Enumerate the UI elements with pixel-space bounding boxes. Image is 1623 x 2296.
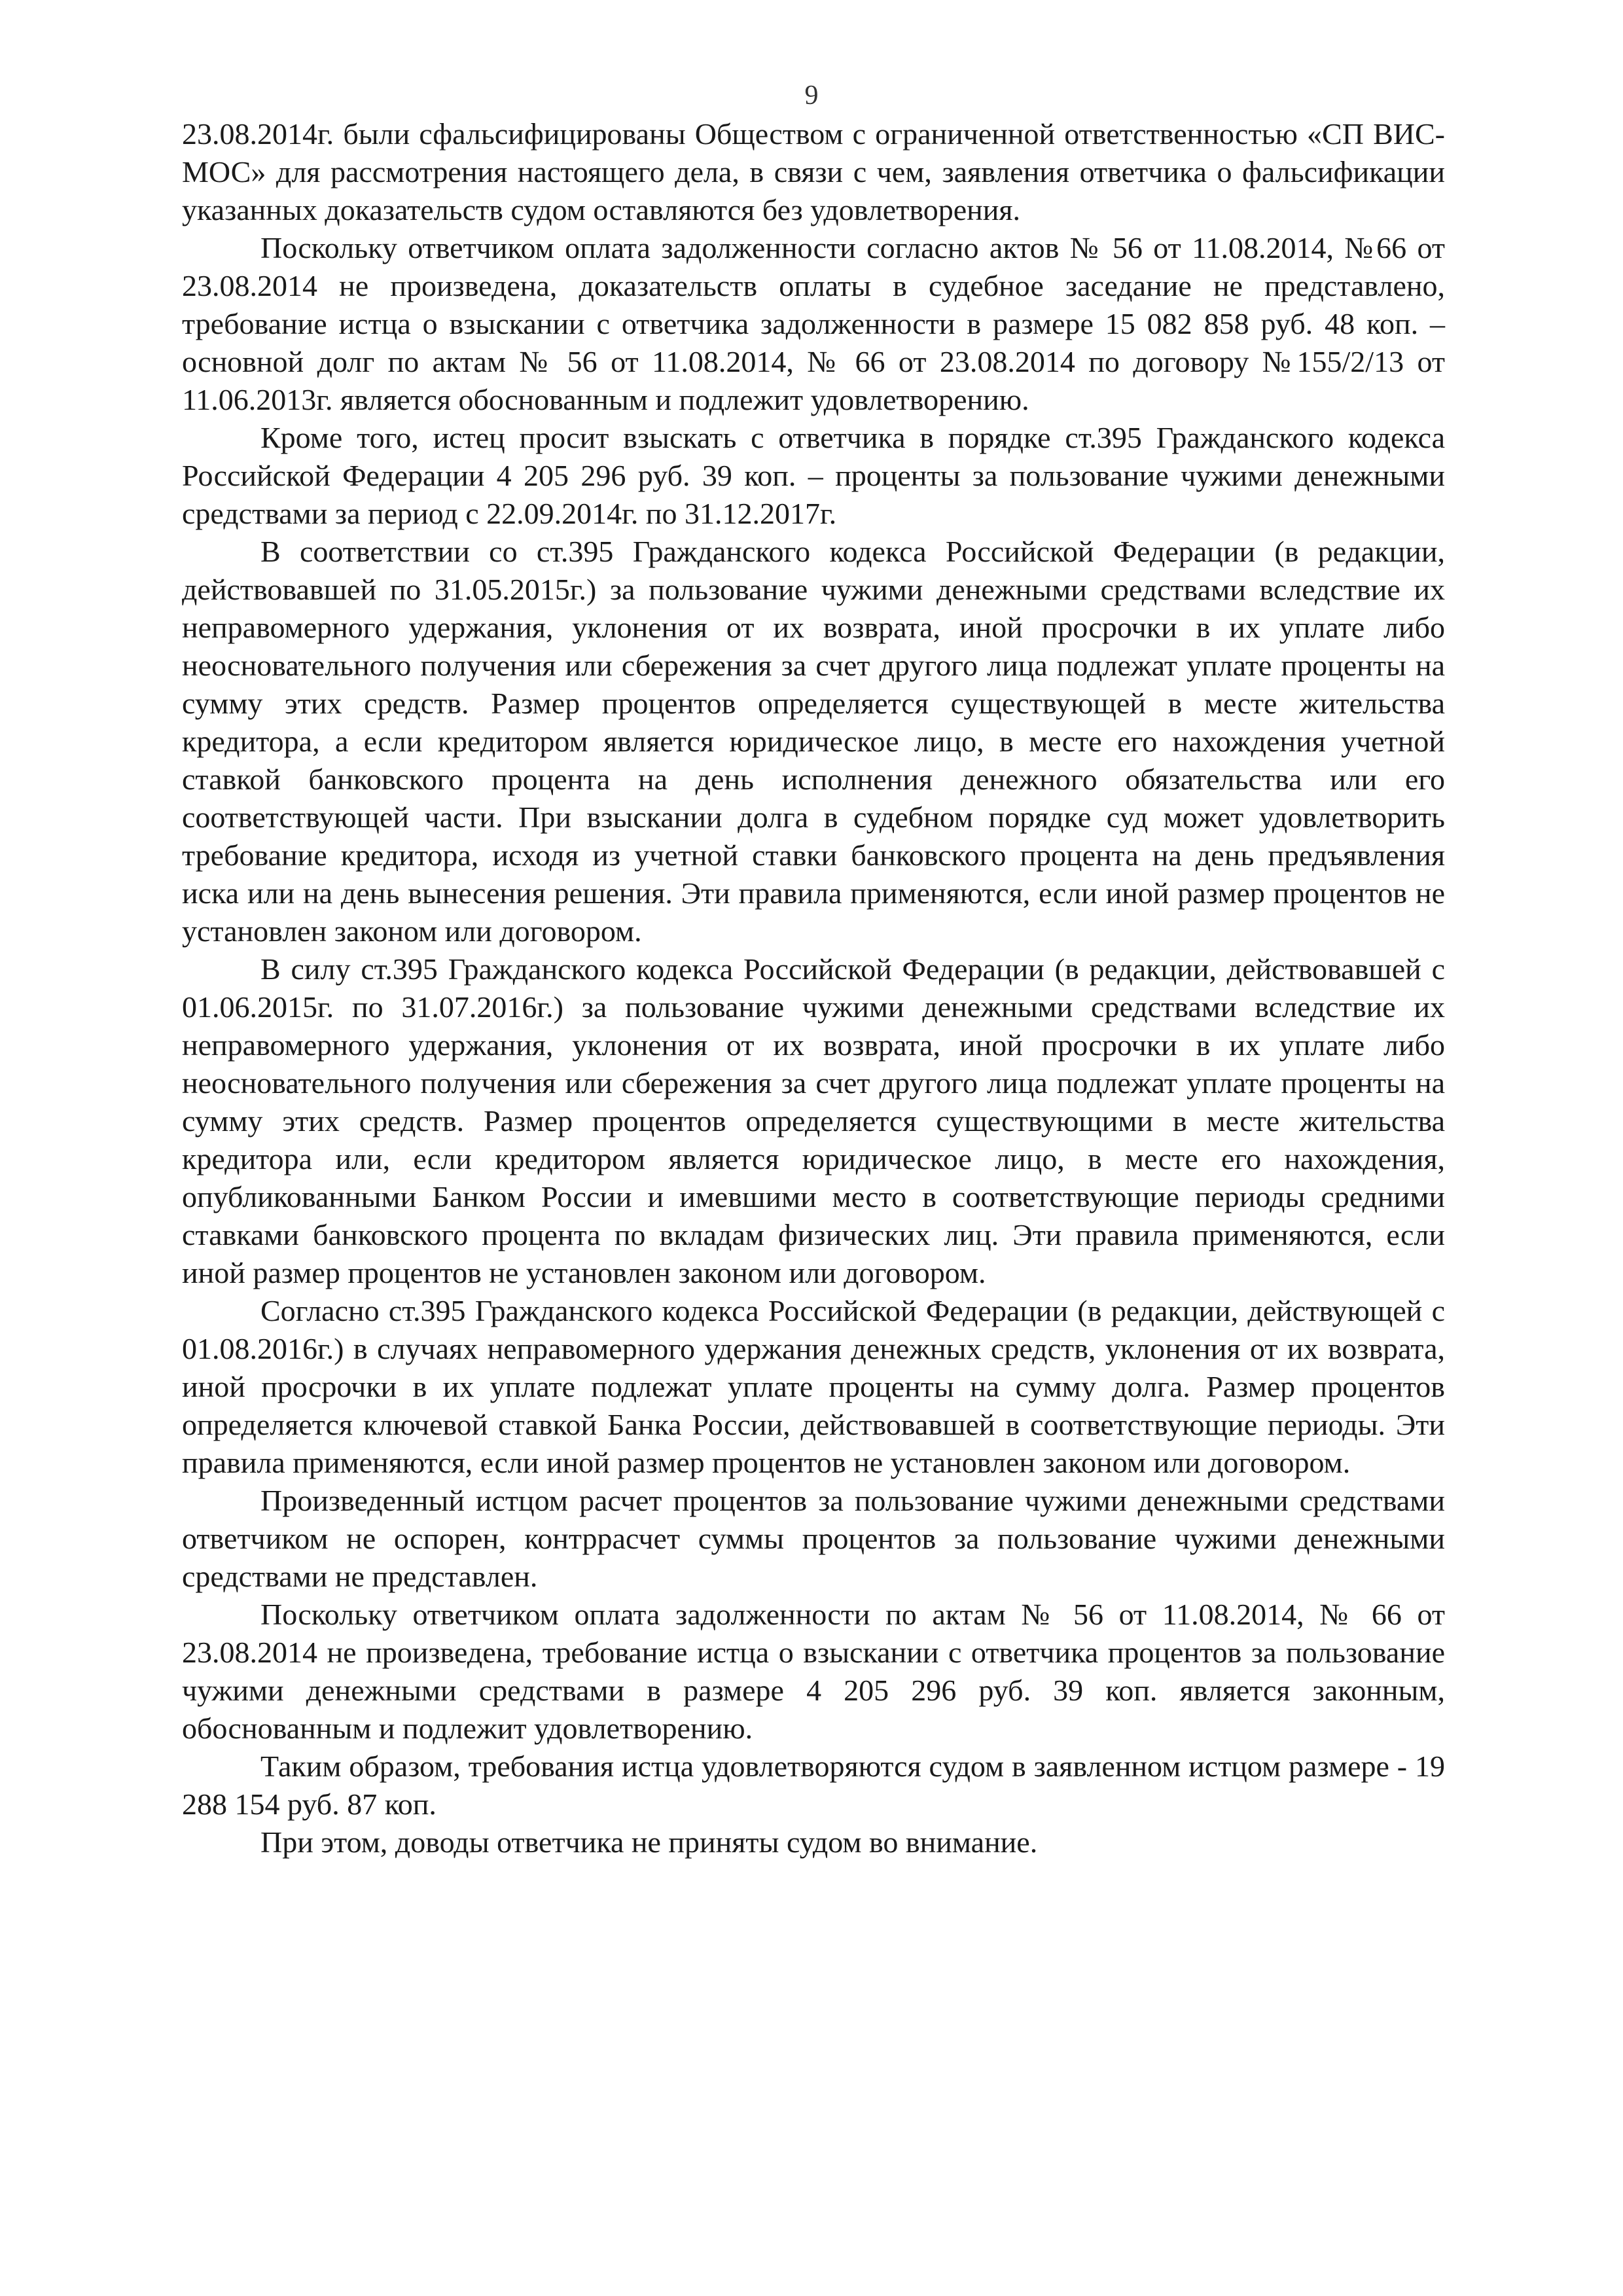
paragraph-total-amount: Таким образом, требования истца удовлетворяются судом в заявленном истцом размере - 19 288 154 руб. 87 коп. bbox=[182, 1749, 1445, 1821]
paragraph-law-2015-2016: В силу ст.395 Гражданского кодекса Российской Федерации (в редакции, действовавшей с 01.06.2015г. по 31.07.2016г.) за пользование чужими денежными средствами вследствие их неправомерного удержания, уклонения от их возврата, иной просрочки в их уплате либо неосновательного получения или сбережения за счет другого лица подлежат уплате проценты на сумму этих средств. Размер процентов определяется существующими в месте жительства кредитора или, если кредитором является юридическое лицо, в месте его нахождения, опубликованными Банком России и имевшими место в соответствующие периоды средними ставками банковского процента по вкладам физических лиц. Эти правила применяются, если иной размер процентов не установлен законом или договором. bbox=[182, 952, 1445, 1289]
paragraph-debt-claim: Поскольку ответчиком оплата задолженности согласно актов № 56 от 11.08.2014, №66 от 23.08.2014 не произведена, доказательств оплаты в судебное заседание не представлено, требование истца о взыскании с ответчика задолженности в размере 15 082 858 руб. 48 коп. – основной долг по актам № 56 от 11.08.2014, № 66 от 23.08.2014 по договору №155/2/13 от 11.06.2013г. является обоснованным и подлежит удовлетворению. bbox=[182, 231, 1445, 416]
page-number: 9 bbox=[804, 81, 819, 111]
paragraph-continuation: 23.08.2014г. были сфальсифицированы Обществом с ограниченной ответственностью «СП ВИС-МОС» для рассмотрения настоящего дела, в связи с чем, заявления ответчика о фальсификации указанных доказательств судом оставляются без удовлетворения. bbox=[182, 117, 1445, 226]
paragraph-arguments-rejected: При этом, доводы ответчика не приняты судом во внимание. bbox=[260, 1825, 1038, 1859]
document-body bbox=[182, 115, 1445, 1861]
paragraph-interest-granted: Поскольку ответчиком оплата задолженности по актам № 56 от 11.08.2014, № 66 от 23.08.2014 не произведена, требование истца о взыскании с ответчика процентов за пользование чужими денежными средствами в размере 4 205 296 руб. 39 коп. является законным, обоснованным и подлежит удовлетворению. bbox=[182, 1598, 1445, 1745]
paragraph-calculation-undisputed: Произведенный истцом расчет процентов за пользование чужими денежными средствами ответчиком не оспорен, контррасчет суммы процентов за пользование чужими денежными средствами не представлен. bbox=[182, 1484, 1445, 1593]
paragraph-law-from-2016: Согласно ст.395 Гражданского кодекса Российской Федерации (в редакции, действующей с 01.08.2016г.) в случаях неправомерного удержания денежных средств, уклонения от их возврата, иной просрочки в их уплате подлежат уплате проценты на сумму долга. Размер процентов определяется ключевой ставкой Банка России, действовавшей в соответствующие периоды. Эти правила применяются, если иной размер процентов не установлен законом или договором. bbox=[182, 1294, 1445, 1479]
paragraph-interest-claim: Кроме того, истец просит взыскать с ответчика в порядке ст.395 Гражданского кодекса Российской Федерации 4 205 296 руб. 39 коп. – проценты за пользование чужими денежными средствами за период с 22.09.2014г. по 31.12.2017г. bbox=[182, 421, 1445, 530]
paragraph-law-until-2015: В соответствии со ст.395 Гражданского кодекса Российской Федерации (в редакции, действовавшей по 31.05.2015г.) за пользование чужими денежными средствами вследствие их неправомерного удержания, уклонения от их возврата, иной просрочки в их уплате либо неосновательного получения или сбережения за счет другого лица подлежат уплате проценты на сумму этих средств. Размер процентов определяется существующей в месте жительства кредитора, а если кредитором является юридическое лицо, в месте его нахождения учетной ставкой банковского процента на день исполнения денежного обязательства или его соответствующей части. При взыскании долга в судебном порядке суд может удовлетворить требование кредитора, исходя из учетной ставки банковского процента на день предъявления иска или на день вынесения решения. Эти правила применяются, если иной размер процентов не установлен законом или договором. bbox=[182, 535, 1445, 948]
